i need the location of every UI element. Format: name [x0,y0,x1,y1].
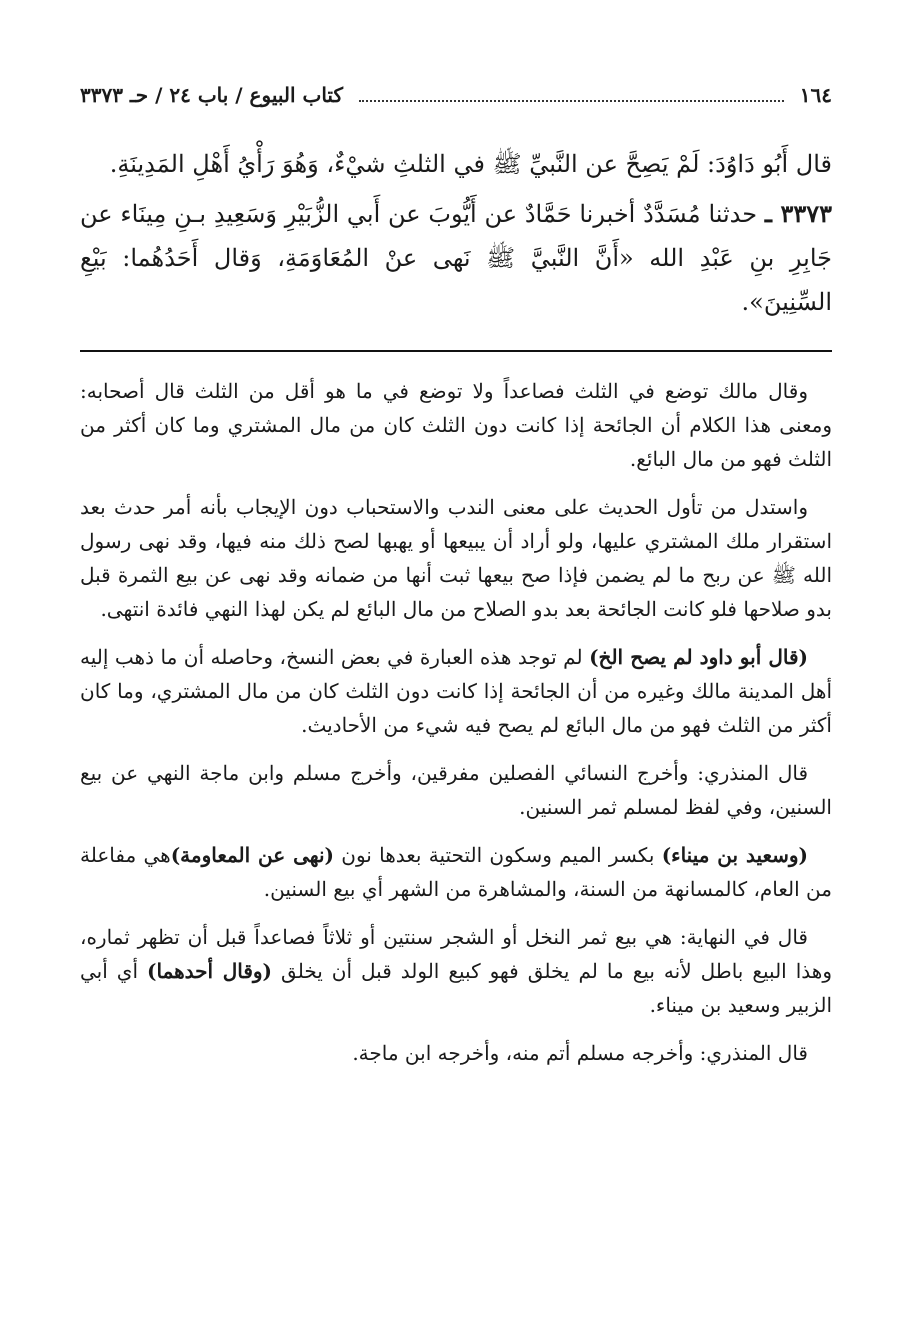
lemma-muawama: (نهى عن المعاومة) [170,843,335,867]
hadith-3373 [80,192,832,324]
commentary-text: قال في النهاية: هي بيع ثمر النخل أو الشجر سنتين أو ثلاثاً فصاعداً قبل أن تظهر ثماره، وهذا البيع باطل لأنه بيع ما لم يخلق فهو كبيع الولد قبل أن يخلق [80,925,832,983]
lemma-abu-dawud: (قال أبو داود لم يصح الخ) [589,645,808,669]
commentary-paragraph-istidlal: واستدل من تأول الحديث على معنى الندب والاستحباب دون الإيجاب بأنه أمر حدث بعد استقرار ملك المشتري عليها، ولو أراد أن يبيعها أو يهبها لصح ذلك منه فيها، وقد نهى رسول الله ﷺ عن ربح ما لم يضمن فإذا صح بيعها ثبت أنها من ضمانه وقد نهى عن بيع الثمرة قبل بدو صلاحها فلو كانت الجائحة بعد بدو الصلاح من مال البائع لم يكن لهذا النهي فائدة انتهى. [80,495,832,621]
commentary-paragraph-mundhiri-2: قال المنذري: وأخرجه مسلم أتم منه، وأخرجه ابن ماجة. [352,1041,808,1065]
abu-dawud-remark: قال أَبُو دَاوُدَ: لَمْ يَصِحَّ عن النَّبيِّ ﷺ في الثلثِ شيْءٌ، وَهُوَ رَأْيُ أَهْلِ المَدِينَةِ. [109,150,832,178]
commentary-text: بكسر الميم وسكون التحتية بعدها نون [341,843,655,867]
lemma-said-bin-mina: (وسعيد بن ميناء) [661,843,809,867]
footnote-divider [80,350,832,352]
hadith-text [80,142,832,324]
commentary-paragraph-mundhiri: قال المنذري: وأخرج النسائي الفصلين مفرقين، وأخرج مسلم وابن ماجة النهي عن بيع السنين، وفي لفظ لمسلم ثمر السنين. [80,761,832,819]
commentary-paragraph-abu-dawud [80,640,832,742]
commentary-text: لم توجد هذه العبارة في بعض النسخ، وحاصله أن ما ذهب إليه أهل المدينة مالك وغيره من أن الجائحة إذا كانت دون الثلث كان من مال المشتري، وما كان أكثر من الثلث فهو من مال البائع لم يصح فيه شيء من الأحاديث. [80,645,832,737]
hadith-chain-and-text: حدثنا مُسَدَّدٌ أخبرنا حَمَّادٌ عن أَيُّوبَ عن أَبي الزُّبَيْرِ وَسَعِيدِ بـنِ مِينَاء عن جَابِرِ بنِ عَبْدِ الله «أَنَّ النَّبيَّ ﷺ نَهى عنْ المُعَاوَمَةِ، وَقال أَحَدُهُما: بَيْعِ السِّنِينَ». [80,200,832,316]
page-header [80,78,832,112]
running-title: كتاب البيوع / باب ٢٤ / حـ ٣٣٧٣ [80,83,343,107]
hadith-number: ٣٣٧٣ ـ [764,199,832,228]
commentary-section [80,374,832,1070]
commentary-paragraph-said [80,838,832,906]
document-page [80,78,832,1084]
header-dot-leader [359,100,784,102]
commentary-text: أي أبي الزبير وسعيد بن ميناء. [80,959,832,1017]
commentary-paragraph-nihaya [80,920,832,1022]
commentary-paragraph-malik: وقال مالك توضع في الثلث فصاعداً ولا توضع في ما هو أقل من الثلث قال أصحابه: ومعنى هذا الكلام أن الجائحة إذا كانت دون الثلث كان من مال المشتري وما كان أكثر من الثلث فهو من مال البائع. [80,379,832,471]
page-number: ١٦٤ [799,83,832,107]
commentary-text: هي مفاعلة من العام، كالمسانهة من السنة، والمشاهرة من الشهر أي بيع السنين. [80,843,832,901]
lemma-qala-ahaduhuma: (وقال أحدهما) [147,959,273,983]
